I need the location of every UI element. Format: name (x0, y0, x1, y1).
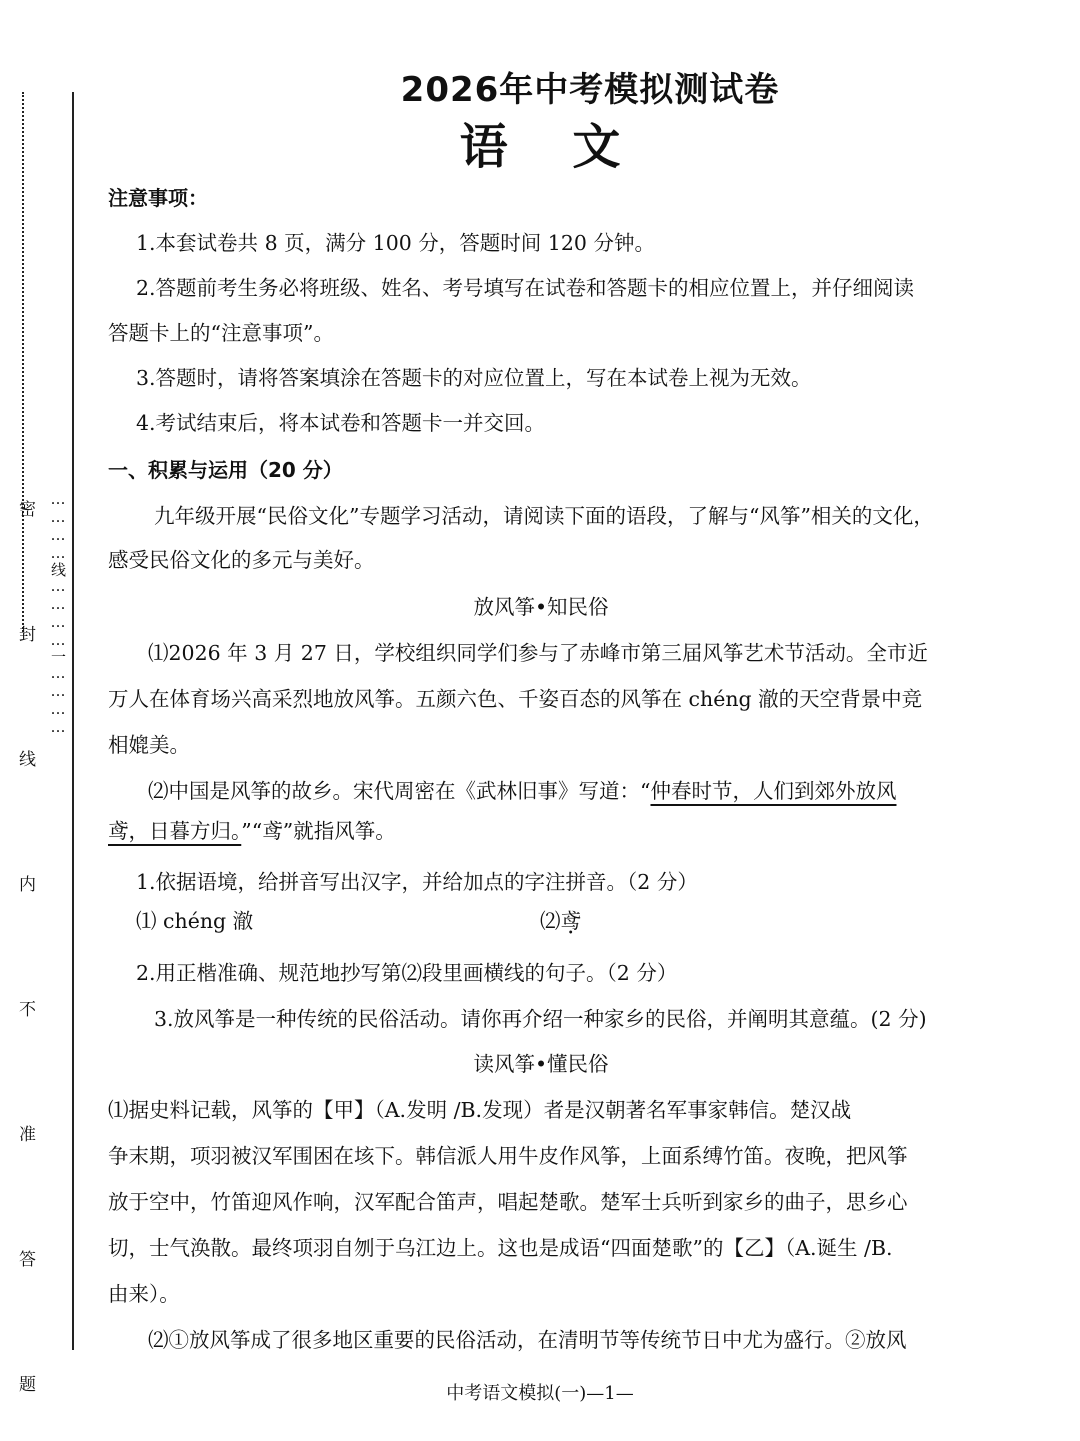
passage-2-suffix: ”“鸢”就指风筝。 (241, 819, 396, 843)
notice-heading: 注意事项： (108, 186, 208, 210)
passage-3-line-5: 由来）。 (108, 1282, 180, 1306)
question-1-a: ⑴ chéng 澈 (136, 909, 254, 933)
question-2: 2.用正楷准确、规范地抄写第⑵段里画横线的句子。（2 分） (136, 961, 678, 985)
passage-3-line-1: ⑴据史料记载，风筝的【甲】（A.发明 /B.发现）者是汉朝著名军事家韩信。楚汉战 (108, 1098, 852, 1122)
binding-solid-rule (72, 92, 74, 1350)
passage-3-line-2: 争末期，项羽被汉军围困在垓下。韩信派人用牛皮作风筝，上面系缚竹笛。夜晚，把风筝 (108, 1144, 908, 1168)
question-1-b (540, 911, 581, 932)
subject-title: 语 文 (459, 119, 645, 175)
exam-title: 2026年中考模拟测试卷 (400, 70, 780, 110)
question-3: 3.放风筝是一种传统的民俗活动。请你再介绍一种家乡的民俗，并阐明其意蕴。(2 分) (154, 1007, 927, 1031)
part-2-title: 读风筝•懂民俗 (473, 1052, 609, 1076)
passage-2-underlined-1: 仲春时节，人们到郊外放风 (650, 779, 897, 803)
passage-1-line-1: ⑴2026 年 3 月 27 日，学校组织同学们参与了赤峰市第三届风筝艺术节活动。全市近 (148, 641, 928, 665)
dotted-char: 鸢 (560, 909, 581, 933)
passage-2-line-2 (108, 821, 396, 842)
notice-item-2: 2.答题前考生务必将班级、姓名、考号填写在试卷和答题卡的相应位置上，并仔细阅读 (136, 276, 915, 300)
binding-marker-text: …………线…………一………… (49, 490, 67, 736)
notice-item-1: 1.本套试卷共 8 页，满分 100 分，答题时间 120 分钟。 (136, 231, 655, 255)
seal-warning-text: 密 封 线 内 不 准 答 题 (15, 500, 35, 1436)
notice-item-4: 4.考试结束后，将本试卷和答题卡一并交回。 (136, 411, 546, 435)
passage-2-prefix: ⑵中国是风筝的故乡。宋代周密在《武林旧事》写道：“ (148, 779, 651, 803)
passage-2-underlined-2: 鸢，日暮方归。 (108, 819, 242, 843)
intro-line-2: 感受民俗文化的多元与美好。 (108, 548, 375, 572)
intro-line-1: 九年级开展“民俗文化”专题学习活动，请阅读下面的语段，了解与“风筝”相关的文化， (154, 504, 934, 528)
part-1-title: 放风筝•知民俗 (473, 595, 609, 619)
passage-2-line-1 (148, 781, 896, 802)
question-1-b-prefix: ⑵ (540, 909, 561, 933)
passage-3-line-3: 放于空中，竹笛迎风作响，汉军配合笛声，唱起楚歌。楚军士兵听到家乡的曲子，思乡心 (108, 1190, 908, 1214)
passage-1-line-2: 万人在体育场兴高采烈地放风筝。五颜六色、千姿百态的风筝在 chéng 澈的天空背景中竞 (108, 687, 923, 711)
section-1-heading: 一、积累与运用（20 分） (108, 458, 343, 482)
notice-item-2-cont: 答题卡上的“注意事项”。 (108, 321, 334, 345)
question-1: 1.依据语境，给拼音写出汉字，并给加点的字注拼音。（2 分） (136, 870, 698, 894)
passage-3-line-4: 切，士气涣散。最终项羽自刎于乌江边上。这也是成语“四面楚歌”的【乙】（A.诞生 /B. (108, 1236, 893, 1260)
passage-4-line-1: ⑵①放风筝成了很多地区重要的民俗活动，在清明节等传统节日中尤为盛行。②放风 (148, 1328, 907, 1352)
notice-item-3: 3.答题时，请将答案填涂在答题卡的对应位置上，写在本试卷上视为无效。 (136, 366, 812, 390)
passage-1-line-3: 相媲美。 (108, 733, 190, 757)
page-footer: 中考语文模拟(一)—1— (446, 1383, 634, 1404)
